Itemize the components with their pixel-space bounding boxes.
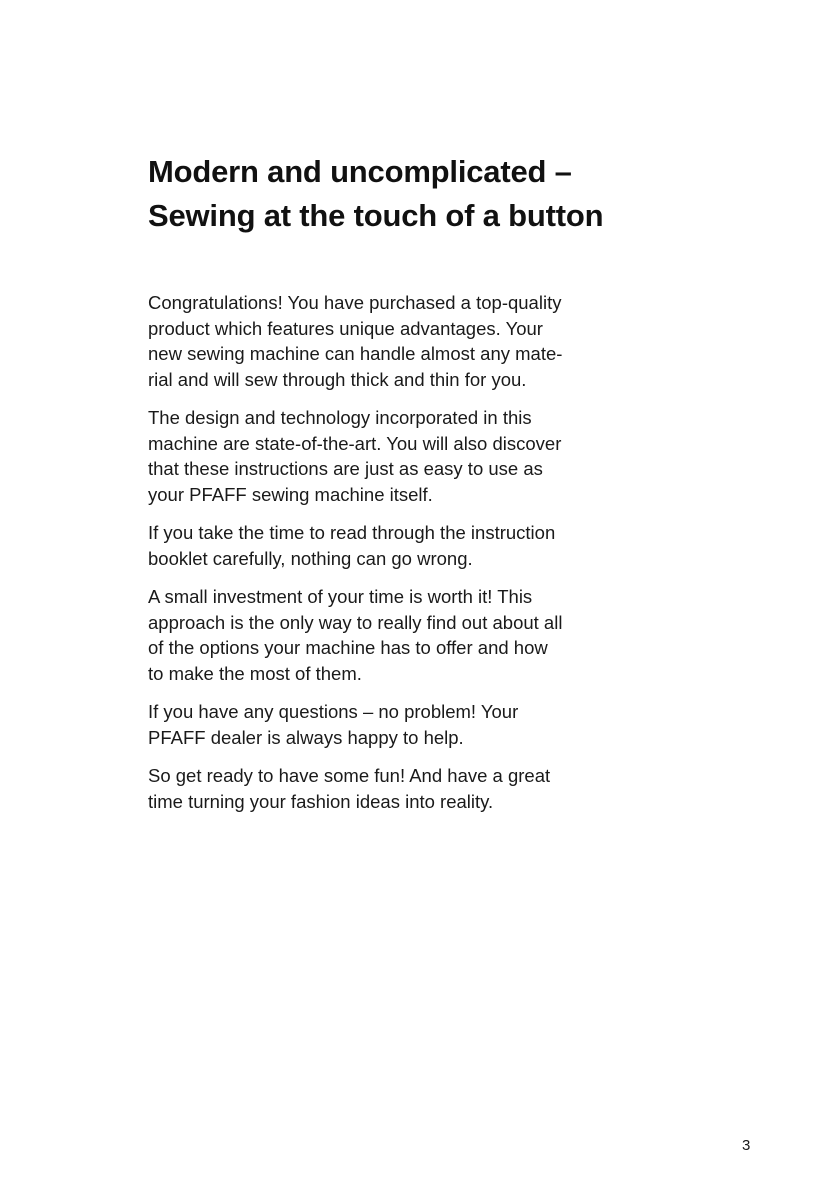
title-line-1: Modern and uncomplicated –: [148, 154, 572, 189]
text-line: If you have any questions – no problem! Your: [148, 701, 519, 722]
text-line: booklet carefully, nothing can go wrong.: [148, 547, 473, 569]
text-line: machine are state-of-the-art. You will also discover: [148, 432, 562, 454]
text-line: product which features unique advantages. Your: [148, 317, 543, 339]
title-line-2: Sewing at the touch of a button: [148, 198, 604, 233]
text-line: new sewing machine can handle almost any mate-: [148, 343, 563, 364]
text-line: of the options your machine has to offer and how: [148, 637, 548, 658]
text-line: The design and technology incorporated in this: [148, 407, 532, 428]
text-line: rial and will sew through thick and thin for you.: [148, 368, 527, 390]
text-line: Congratulations! You have purchased a top-quality: [148, 292, 562, 313]
paragraph-design: [148, 405, 668, 507]
text-line: approach is the only way to really find out about all: [148, 611, 563, 633]
text-line: A small investment of your time is worth it! This: [148, 586, 533, 607]
page-number: 3: [742, 1137, 751, 1154]
paragraph-congratulations: [148, 290, 668, 392]
text-line: that these instructions are just as easy to use as: [148, 458, 543, 479]
text-line: your PFAFF sewing machine itself.: [148, 483, 433, 505]
text-line: So get ready to have some fun! And have a great: [148, 765, 551, 786]
paragraph-have-fun: [148, 763, 668, 814]
paragraph-read-instructions: [148, 520, 668, 571]
text-line: to make the most of them.: [148, 662, 362, 684]
page-title: [148, 150, 788, 238]
paragraph-questions: [148, 699, 668, 750]
text-line: PFAFF dealer is always happy to help.: [148, 726, 464, 748]
body-text: [148, 290, 668, 827]
text-line: time turning your fashion ideas into reality.: [148, 790, 494, 812]
text-line: If you take the time to read through the instruction: [148, 522, 556, 543]
paragraph-investment: [148, 584, 668, 686]
